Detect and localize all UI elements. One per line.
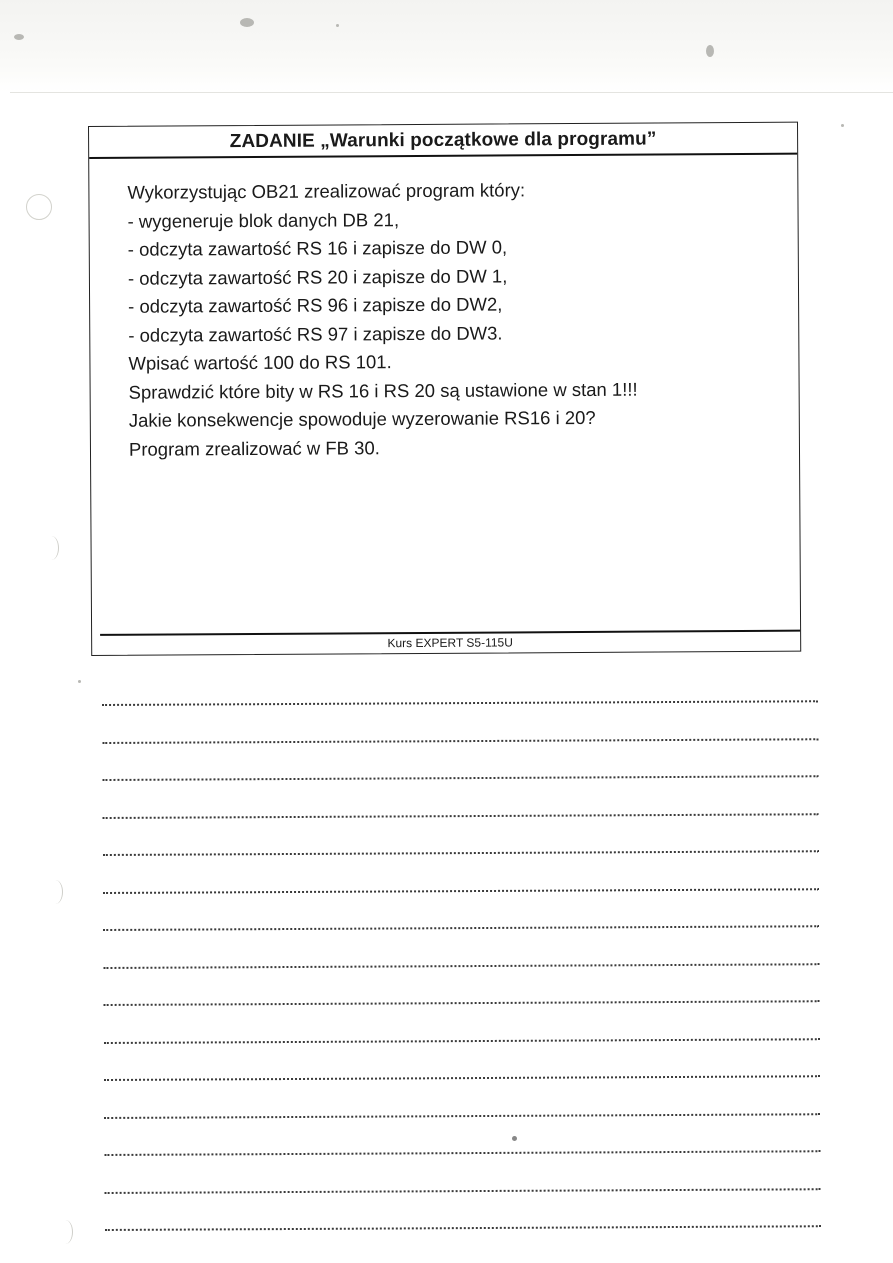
answer-dotted-line xyxy=(105,1188,821,1194)
task-line: - wygeneruje blok danych DB 21, xyxy=(127,208,400,232)
answer-dotted-line xyxy=(102,700,818,706)
course-footer: Kurs EXPERT S5-115U xyxy=(387,635,513,651)
task-line: Wykorzystując OB21 zrealizować program który: xyxy=(127,179,526,203)
answer-lines xyxy=(102,688,818,692)
task-line: - odczyta zawartość RS 20 i zapisze do DW 1, xyxy=(127,264,508,289)
scan-speck xyxy=(78,680,81,683)
answer-dotted-line xyxy=(103,850,819,856)
task-line: Wpisać wartość 100 do RS 101. xyxy=(128,351,392,374)
answer-dotted-line xyxy=(103,813,819,819)
paper-edge xyxy=(10,92,893,93)
task-line: Jakie konsekwencje spowoduje wyzerowanie RS16 i 20? xyxy=(128,406,596,431)
task-line: Sprawdzić które bity w RS 16 i RS 20 są ustawione w stan 1!!! xyxy=(128,378,638,403)
scan-background-top xyxy=(0,0,893,92)
task-title: ZADANIE „Warunki początkowe dla programu” xyxy=(89,123,797,159)
punch-hole xyxy=(26,194,52,220)
punch-hole xyxy=(58,1220,73,1244)
answer-dotted-line xyxy=(102,738,818,744)
scan-speck xyxy=(240,18,254,27)
task-line: - odczyta zawartość RS 97 i zapisze do DW3. xyxy=(128,321,503,346)
answer-dotted-line xyxy=(105,1225,821,1231)
answer-dotted-line xyxy=(104,1000,820,1006)
punch-hole xyxy=(48,880,63,904)
answer-dotted-line xyxy=(104,1038,820,1044)
task-line: - odczyta zawartość RS 16 i zapisze do DW 0, xyxy=(127,236,508,260)
answer-dotted-line xyxy=(104,1113,820,1119)
answer-dotted-line xyxy=(104,1075,820,1081)
task-body xyxy=(127,175,789,464)
scan-speck xyxy=(336,24,339,27)
answer-dotted-line xyxy=(103,888,819,894)
punch-hole xyxy=(44,536,59,560)
answer-dotted-line xyxy=(102,775,818,781)
answer-dotted-line xyxy=(103,925,819,931)
scan-speck xyxy=(512,1136,517,1141)
scan-speck xyxy=(841,124,844,127)
answer-dotted-line xyxy=(103,963,819,969)
scan-speck xyxy=(14,34,24,40)
answer-dotted-line xyxy=(104,1150,820,1156)
scan-speck xyxy=(706,45,714,57)
task-line: Program zrealizować w FB 30. xyxy=(128,436,380,460)
task-line: - odczyta zawartość RS 96 i zapisze do DW2, xyxy=(128,293,503,317)
task-frame xyxy=(88,122,801,656)
